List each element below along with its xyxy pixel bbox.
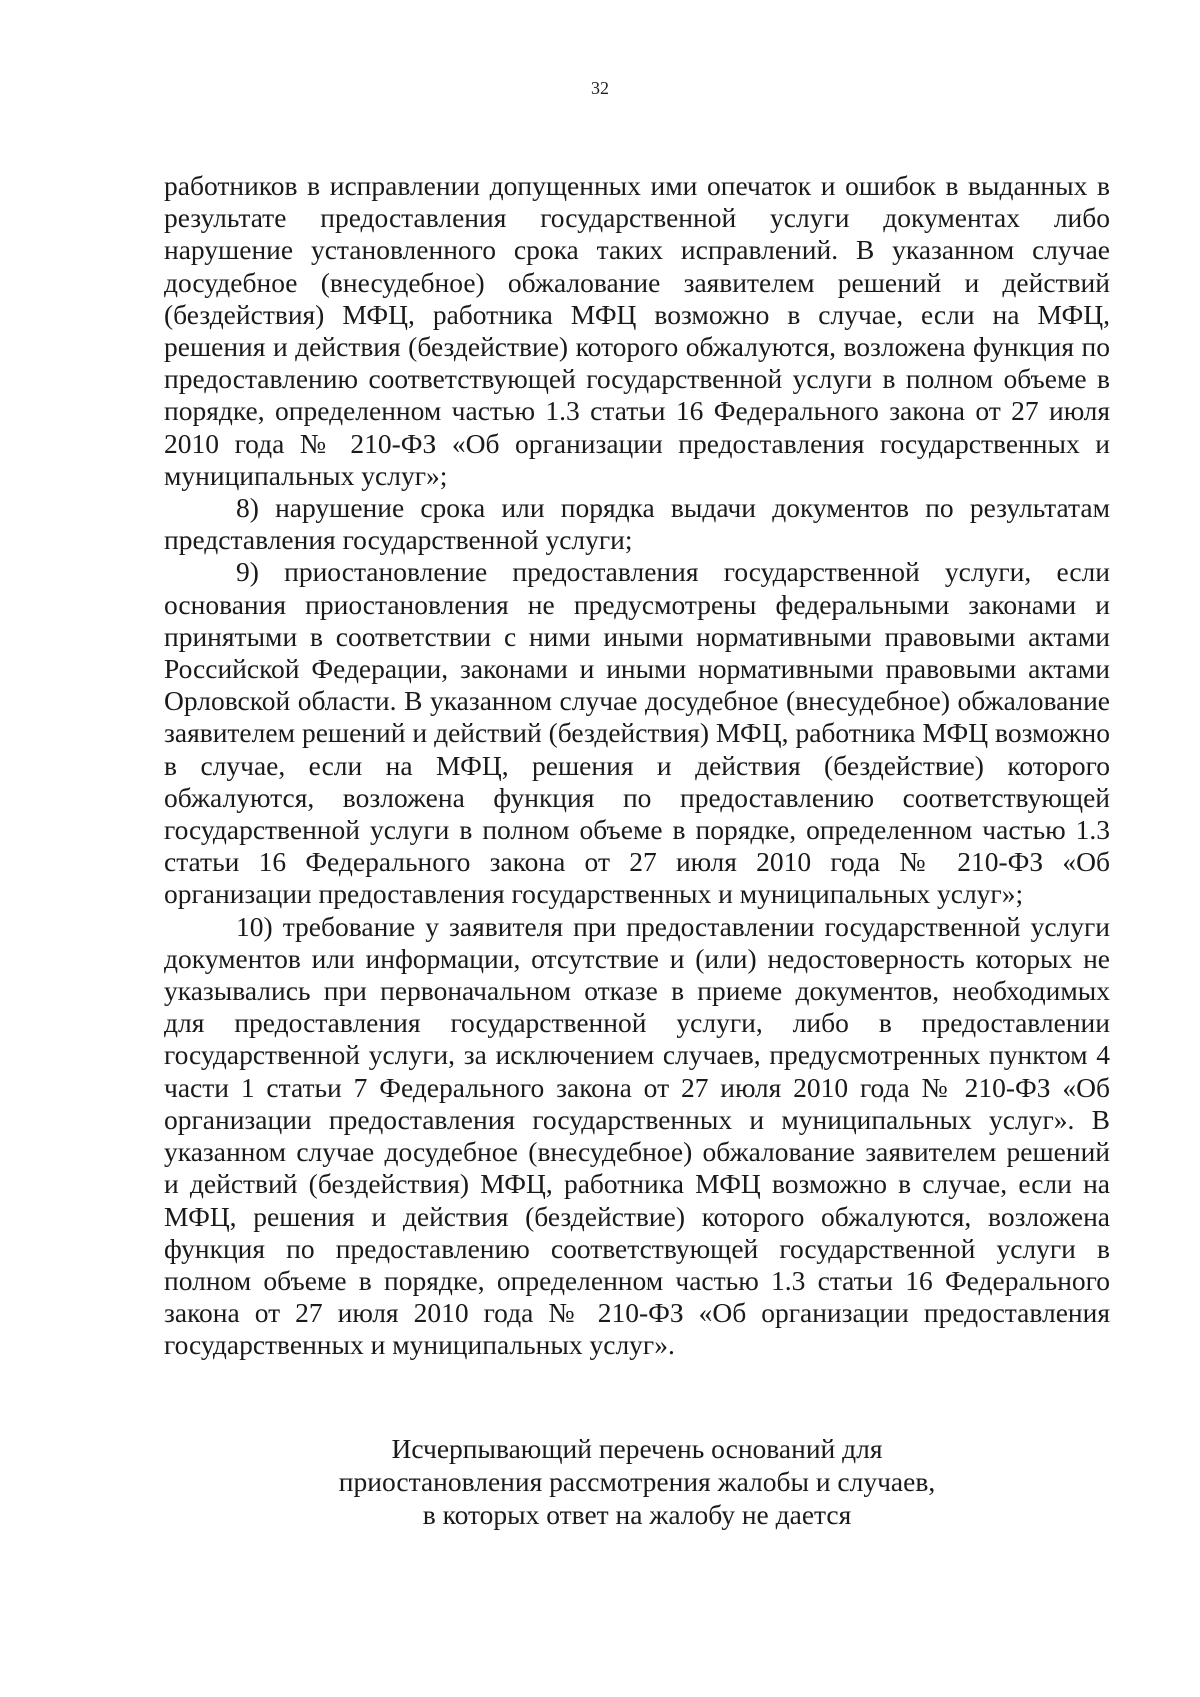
paragraph-item-10: 10) требование у заявителя при предоставлении государственной услуги документов или информации, отсутствие и (или) недостоверность которых не указывались при первоначальном отказе в приеме документов, необходимых для предоставления государственной услуги, либо в предоставлении государственной услуги, за исключением случаев, предусмотренных пунктом 4 части 1 статьи 7 Федерального закона от 27 июля 2010 года № 210-ФЗ «Об организации предоставления государственных и муниципальных услуг». В указанном случае досудебное (внесудебное) обжалование заявителем решений и действий (бездействия) МФЦ, работника МФЦ возможно в случае, если на МФЦ, решения и действия (бездействие) которого обжалуются, возложена функция по предоставлению соответствующей государственной услуги в полном объеме в порядке, определенном частью 1.3 статьи 16 Федерального закона от 27 июля 2010 года № 210-ФЗ «Об организации предоставления государственных и муниципальных услуг». (164, 910, 1110, 1361)
document-body (164, 170, 1110, 1362)
paragraph-continuation: работников в исправлении допущенных ими опечаток и ошибок в выданных в результате предоставления государственной услуги документах либо нарушение установленного срока таких исправлений. В указанном случае досудебное (внесудебное) обжалование заявителем решений и действий (бездействия) МФЦ, работника МФЦ возможно в случае, если на МФЦ, решения и действия (бездействие) которого обжалуются, возложена функция по предоставлению соответствующей государственной услуги в полном объеме в порядке, определенном частью 1.3 статьи 16 Федерального закона от 27 июля 2010 года № 210-ФЗ «Об организации предоставления государственных и муниципальных услуг»; (164, 170, 1110, 491)
paragraph-item-8: 8) нарушение срока или порядка выдачи документов по результатам представления государственной услуги; (164, 492, 1110, 556)
section-heading (164, 1432, 1110, 1531)
paragraph-item-9: 9) приостановление предоставления государственной услуги, если основания приостановления не предусмотрены федеральными законами и принятыми в соответствии с ними иными нормативными правовыми актами Российской Федерации, законами и иными нормативными правовыми актами Орловской области. В указанном случае досудебное (внесудебное) обжалование заявителем решений и действий (бездействия) МФЦ, работника МФЦ возможно в случае, если на МФЦ, решения и действия (бездействие) которого обжалуются, возложена функция по предоставлению соответствующей государственной услуги в полном объеме в порядке, определенном частью 1.3 статьи 16 Федерального закона от 27 июля 2010 года № 210-ФЗ «Об организации предоставления государственных и муниципальных услуг»; (164, 556, 1110, 910)
page-number: 32 (591, 78, 609, 98)
section-heading-line-3: в которых ответ на жалобу не дается (422, 1499, 852, 1530)
section-heading-line-2: приостановления рассмотрения жалобы и случаев, (338, 1466, 936, 1497)
section-heading-line-1: Исчерпывающий перечень оснований для (391, 1433, 883, 1464)
